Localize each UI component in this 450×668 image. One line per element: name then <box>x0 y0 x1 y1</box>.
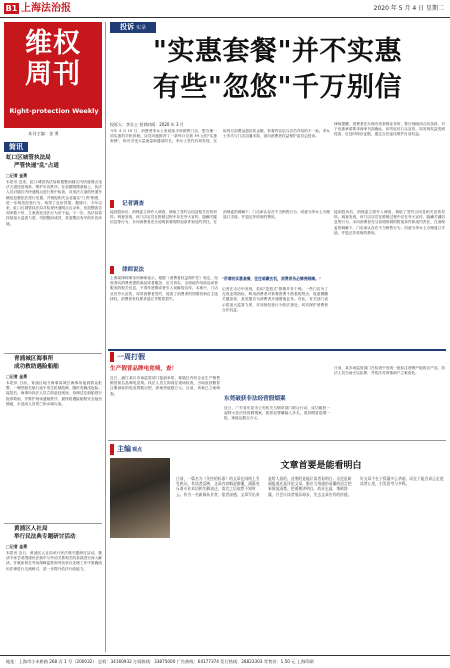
dajia-item2-title: 东莞破获非法经营假烟案 <box>224 396 286 402</box>
brief-item3-text: 本报讯 近日，黄浦区人社局举行民法典专题研讨活动，邀请专家学者围绕民法典中与劳动关系相关的条款进行深入解读，并就如何在劳动保障监察和劳动争议处理工作中准确适用法律进行交流研讨，进一步提升依法行政能力。 <box>6 551 102 571</box>
brief-item1-byline: □记者 金勇 <box>6 173 28 178</box>
headline-line2: 有些"忽悠"千万别信 <box>152 72 403 103</box>
divider <box>108 349 446 351</box>
complaint-label-sub: 实录 <box>135 25 146 31</box>
divider <box>4 523 102 524</box>
intro-text: 今年 4 月 19 日，消费者李女士来到某手机销售门店，想办理一项实惠的手机套餐。店员向她推荐了一款每月仅需 39 元的"实惠套餐"，称可享受大量流量和通话时长。李女士签约后却发现，实际每月扣费远超宣传金额，套餐内容也与店员介绍的不一致。李女士多次与门店沟通未果，遂向消费者权益保护委员会投诉。 <box>110 129 330 144</box>
brief-item1-title: 虹口区城管执法局 <box>6 155 51 161</box>
brief-item3-title: 黄浦区人社局 <box>14 526 48 532</box>
reporter-head: 记者调查 <box>110 200 144 208</box>
brief-item3-byline: □记者 金勇 <box>6 544 28 549</box>
footer-info: 地址：上海市小木桥路 268 弄 1 号（200032） 总机：34160932 订阅热线：33875000 广告热线：64177374 发行热线：28823303 零售价：1.50 元 上海印刷 <box>0 655 450 668</box>
issue-date: 2020 年 5 月 4 日 星期二 <box>373 5 444 12</box>
dajia-item1-title: 生产假冒品牌电竞椅，查！ <box>110 366 178 372</box>
page-number: B1 <box>5 4 18 13</box>
masthead-subtitle: Right-protection Weekly <box>9 107 99 115</box>
brief-item1-text: 本报讯 近来，虹口城管执法局积极整治辖区内快递网点违法占道经营现象，维护市容秩序。在前期排摸基础上，执法人员对辖区内快递网点进行集中检查，对违法占道的快递车辆及包裹依法进行处置，并督促相关企业落实"门责"制度，进一步规范经营行为，取得了良好效果。据统计，今年以来，虹口区城管执法局共检查快递网点百余家，发放整改告知单数十份，立案查处违法行为若干起。下一步，执法局将持续加大巡查力度，巩固整治成效，营造整洁有序的市容环境。 <box>6 180 102 226</box>
complaint-label-text: 投诉 <box>119 23 134 31</box>
brief-item1-subtitle: 严管快递"乱"占道 <box>14 163 59 169</box>
brief-item2-byline: □记者 金勇 <box>6 374 28 379</box>
center-quote: "所谓的实惠套餐，往往暗藏玄机，消费者务必擦亮眼睛。" <box>222 276 321 281</box>
brief-item2-subtitle: 成功救助遇险船舶 <box>14 364 59 370</box>
divider <box>108 440 446 441</box>
masthead-editor: 本刊主编：金 勇 <box>28 131 59 136</box>
dajia-item2-text: 近日，广东省东莞市公安机关与烟草部门联合行动，成功破获一起特大非法经营假烟案，抓获犯罪嫌疑人多名，查扣假冒卷烟一批，案值达数百万元。 <box>224 406 330 421</box>
author-photo <box>110 458 170 538</box>
brief-item3-subtitle: 举行民法典专题研讨活动 <box>14 534 76 540</box>
brief-label: 简讯 <box>4 142 28 152</box>
dajia-item1-text: 近日，浦江某区市场监管部门接到举报，称辖区内有企业生产销售假冒知名品牌电竞椅。执法人员立即前往现场检查，当场查获假冒注册商标的电竞椅数百把，涉案货值数万元。目前，该案已立案调查。 <box>110 376 220 396</box>
brief-item2-title: 青浦城区海事所 <box>14 356 54 362</box>
column-text: 日前，一篇名为《失控的标准》的文章在网络上引发热议。有读者反映，文章内容晦涩难懂，通篇充斥着专业术语和生僻表达，读完之后依然不知所云。作为一名新闻从业者，笔者深感，文章写出来是给人看的，首要的是能让读者看明白。无论是新闻报道还是评论文章，都应当用通俗易懂的语言把事情说清楚、把道理讲明白。故弄玄虚、堆砌辞藻，只会让读者望而却步，失去文章应有的价值。好文章不在于辞藻多么华丽，而在于能否真正走进读者心里，引发思考与共鸣。 <box>176 476 444 497</box>
column-label-text: 主编 <box>117 445 131 453</box>
right-col-text: 接到投诉后，消保委立即介入调查，调取了签约合同及相关宣传材料。调查发现，该门店店员在推销过程中存在夸大宣传、隐瞒关键信息等行为，未向消费者充分说明套餐的附加条件和违约责任。在消保委的调解下，门店承认存在不当销售行为，同意为李女士办理退订手续，并退还多收取的费用。 <box>334 210 445 235</box>
complaint-label <box>110 22 156 33</box>
column-rule <box>105 22 106 652</box>
brief-item2-text: 本报讯 日前，青浦区地方海事局城区海事所接到群众报警，一艘货船在航行途中发生机械故障，随时有搁浅危险。接报后，海事所执法人员立即赶赴现场，协调过往船舶进行拖带救助，并维护现场通航秩序，最终将遇险船舶安全拖至锚地，未造成人员伤亡和水域污染。 <box>6 381 102 406</box>
reporter-text: 接到投诉后，消保委立即介入调查，调取了签约合同及相关宣传材料。调查发现，该门店店员在推销过程中存在夸大宣传、隐瞒关键信息等行为，未向消费者充分说明套餐的附加条件和违约责任。在消保委的调解下，门店承认存在不当销售行为，同意为李女士办理退订手续，并退还多收取的费用。 <box>110 210 330 225</box>
intro-text-right: 律师提醒，消费者在办理各类套餐业务时，要仔细阅读合同条款，对于优惠承诺要求商家书面确认，切勿轻信口头宣传。如发现权益受到侵害，应及时保存证据，通过合法途径维护自身权益。 <box>334 122 445 137</box>
divider <box>4 353 102 354</box>
center-text: 记者在走访中发现，类似"忽悠式"推销并非个例。一些门店为了完成业绩指标，利用消费者对套餐资费不熟悉的特点，故意模糊关键条款，甚至擅自为消费者开通增值业务。对此，有关部门表示将加大监管力度，对违规经营行为依法查处，切实保护消费者合法权益。 <box>222 287 328 312</box>
newspaper-name: 上海法治报 <box>21 3 71 14</box>
column-title: 文章首要是能看明白 <box>280 461 362 471</box>
column-label <box>110 444 154 455</box>
intro-byline: 投诉人：李女士 投诉时间：2020 年 3 月 <box>110 122 184 127</box>
masthead-title: 维权周刊 <box>25 28 81 90</box>
dajia-label: 一周打假 <box>110 352 154 362</box>
dajia-item3-text: 日前，某市场监管部门在检查中发现一批标注虚假产地的农产品，执法人员当场予以扣押，并依法对涉事商户立案查处。 <box>334 366 445 376</box>
headline-line1: "实惠套餐"并不实惠 <box>152 36 403 67</box>
lawyer-text: 上海某律师事务所律师表示，根据《消费者权益保护法》规定，经营者向消费者提供商品或者服务，应当真实、全面地介绍商品或者服务的相关信息，不得作虚假或者引人误解的宣传。本案中，门店店员夸大宣传，误导消费者签约，侵害了消费者的知情权和自主选择权，消费者有权要求退订并赔偿损失。 <box>110 276 218 301</box>
column-label-sub: 观点 <box>132 447 143 453</box>
lawyer-head: 律师说法 <box>110 266 144 274</box>
